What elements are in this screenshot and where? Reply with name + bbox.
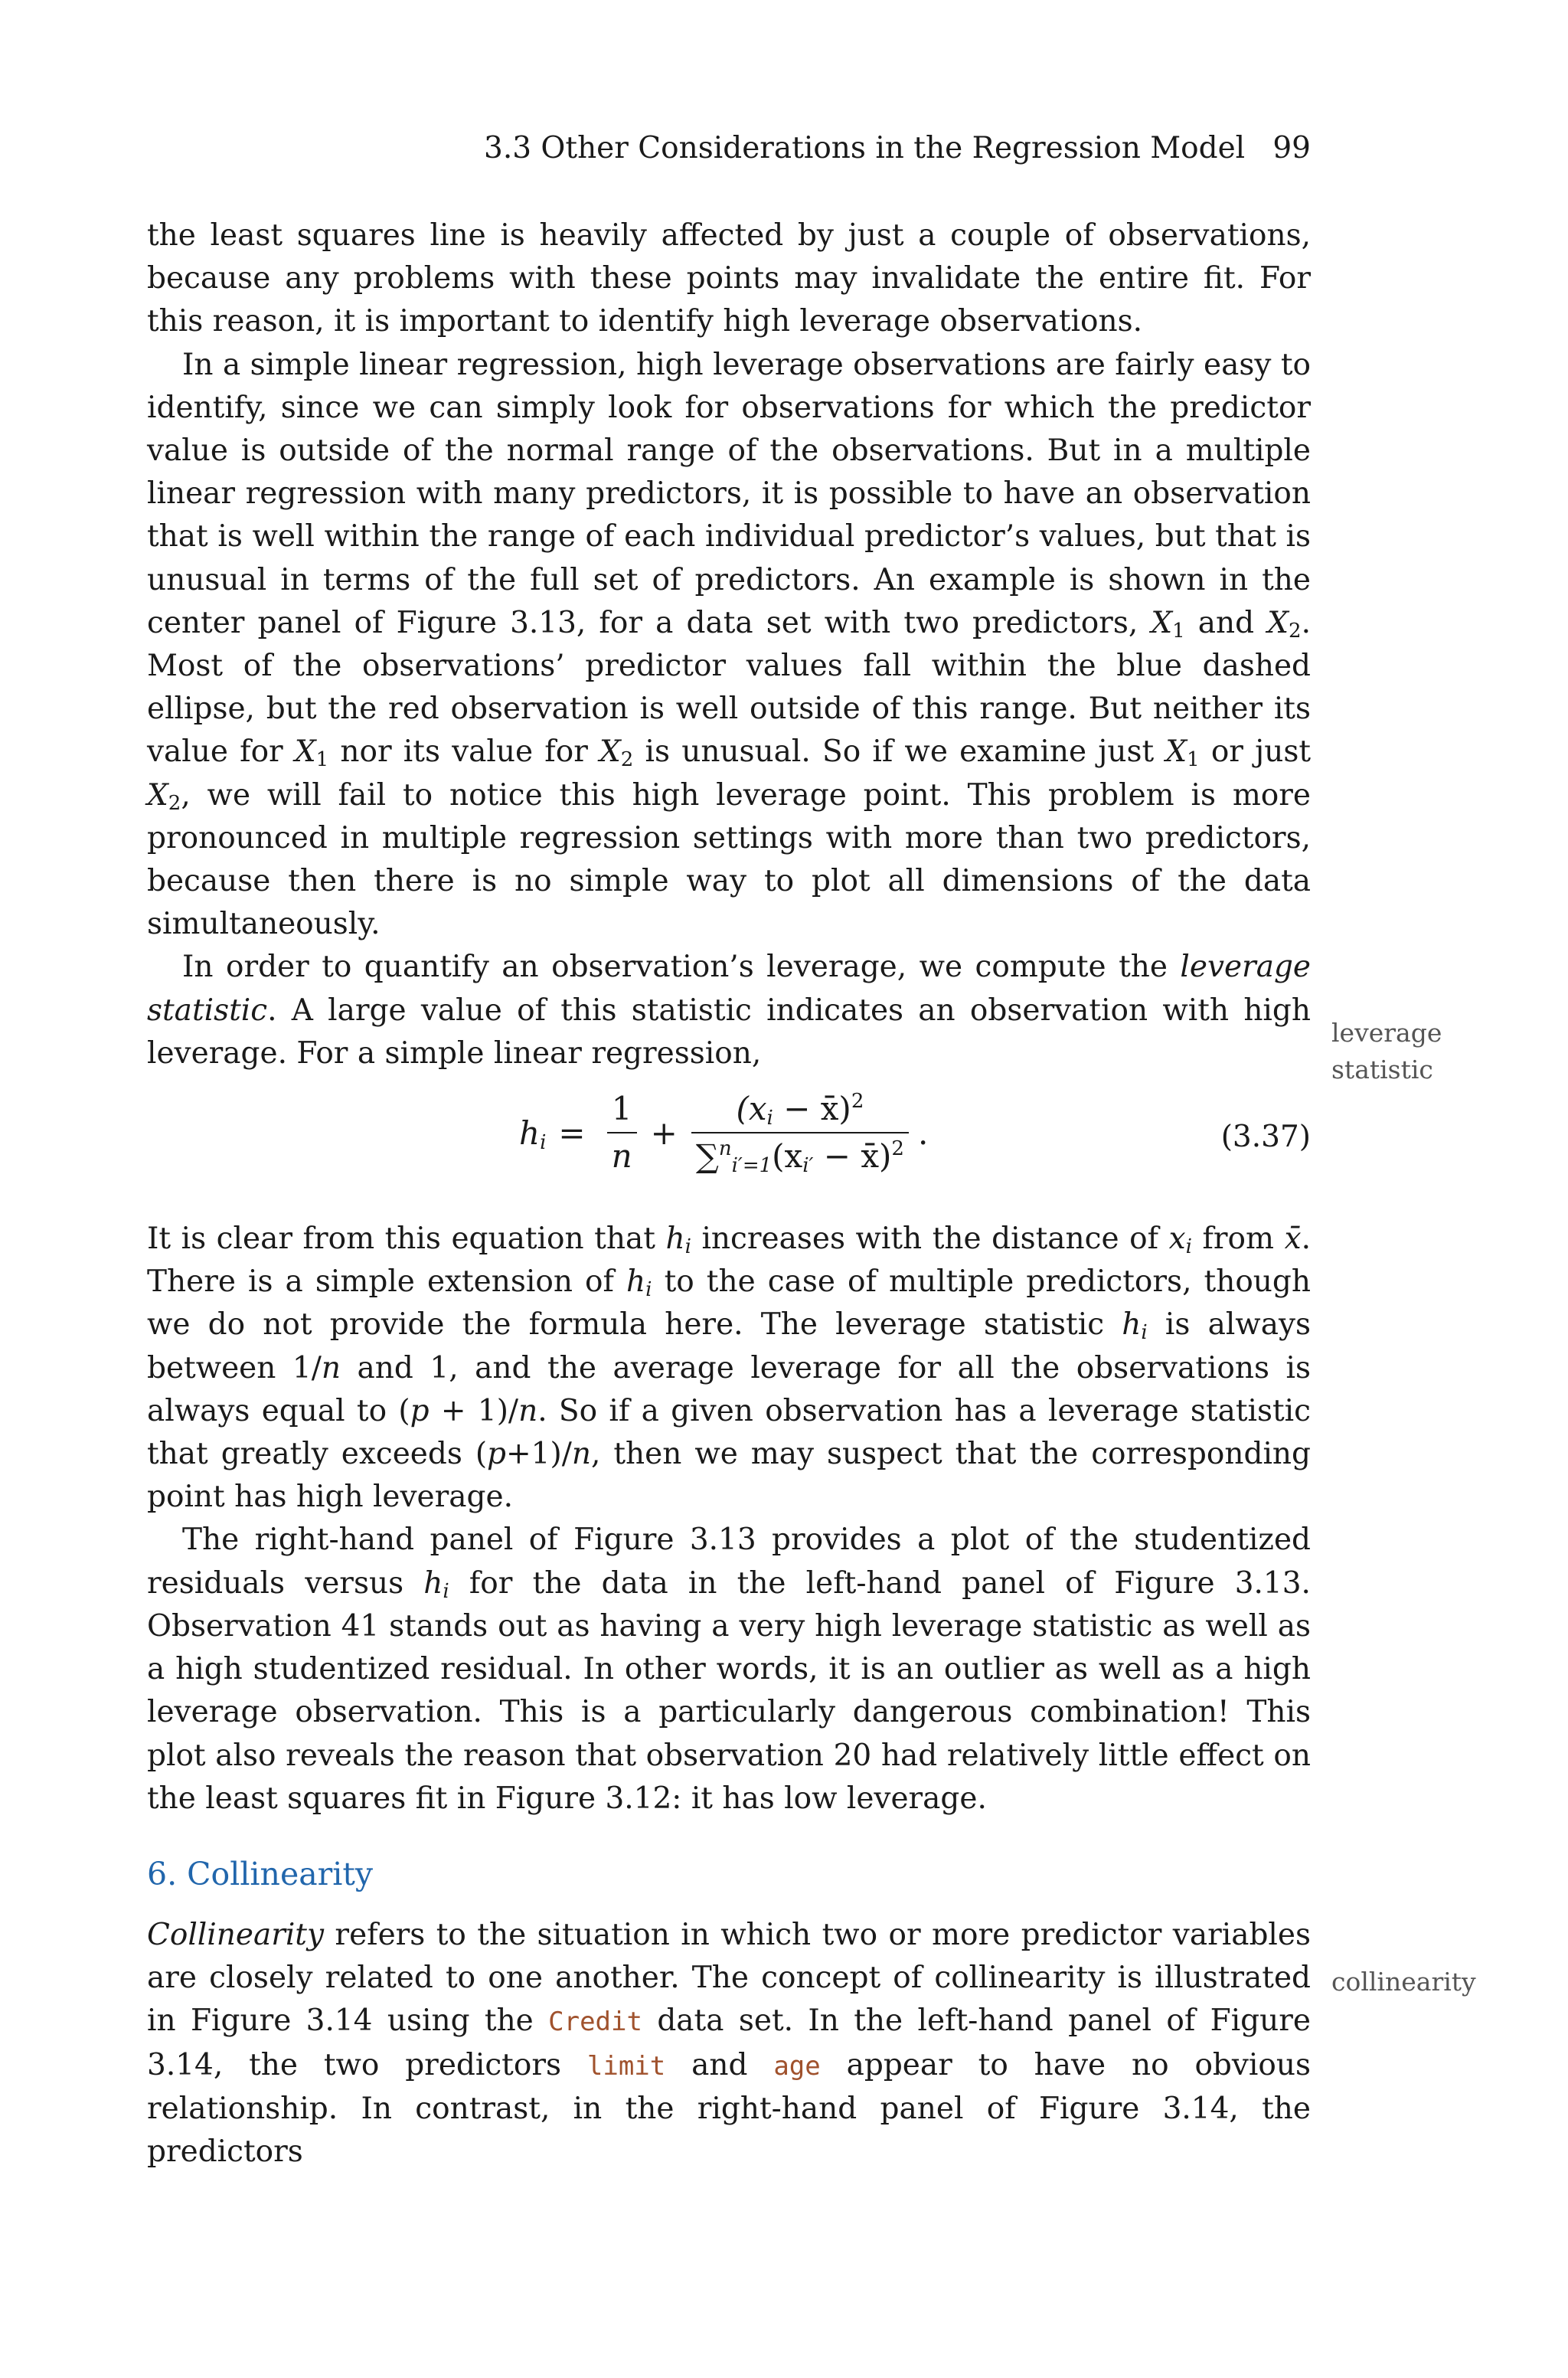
paragraph-1: the least squares line is heavily affected by just a couple of observations, because any problems with these points may invalidate the entire fit. For this reason, it is important to identify high leverage observations. [147,218,1311,339]
equation-body: $h_i$ = $\frac{1}{n}$ + $\frac{(x_i - x̄)^2}{\sum^n_{i'=1}(x_{i'} - x̄)^2}$ . [519,1090,929,1178]
page-number: 99 [1272,131,1311,165]
paragraph-5: The right-hand panel of Figure 3.13 provides a plot of the studentized residuals versus $h_i$ for the data in the left-hand panel of Figure 3.13. Observation 41 stands out as having a very high leverage statistic as well as a high studentized residual. In other words, it is an outlier as well as a high leverage observation. This is a particularly dangerous combination! This plot also reveals the reason that observation 20 had relatively little effect on the least squares fit in Figure 3.12: it has low leverage. [147,1523,1311,1816]
code-credit: Credit [548,2007,642,2038]
page-body [147,214,1311,2174]
margin-note-line: leverage [1331,1018,1442,1048]
running-head [484,127,1311,170]
equation-number: (3.37) [1220,1120,1311,1155]
margin-note-leverage-statistic [1331,1015,1442,1088]
paragraph-6: Collinearity refers to the situation in which two or more predictor variables are closely related to one another. The concept of collinearity is illustrated in Figure 3.14 using the Credit data set. In the left-hand panel of Figure 3.14, the two predictors limit and age appear to have no obvious relationship. In contrast, in the right-hand panel of Figure 3.14, the predictors [147,1917,1312,2169]
margin-note-collinearity: collinearity [1331,1967,1476,1997]
equation-3-37 [147,1080,1311,1210]
fraction-one-over-n: $\frac{1}{n}$ [607,1089,637,1176]
term-leverage-statistic: leverage statistic [147,950,1311,1028]
code-age: age [773,2050,821,2082]
paragraph-3: In order to quantify an observation’s leverage, we compute the leverage statistic. A large value of this statistic indicates an observation with high leverage. For a simple linear regression, [147,950,1311,1071]
code-limit: limit [586,2050,666,2082]
paragraph-4: It is clear from this equation that $h_i$ increases with the distance of $x_i$ from x̄. There is a simple extension of $h_i$ to the case of multiple predictors, though we do not provide the formula here. The leverage statistic $h_i$ is always between 1/n and 1, and the average leverage for all the observations is always equal to (p + 1)/n. So if a given observation has a leverage statistic that greatly exceeds (p+1)/n, then we may suspect that the corresponding point has high leverage. [147,1222,1312,1515]
fraction-leverage-term: $\frac{(x_i - x̄)^2}{\sum^n_{i'=1}(x_{i'} - x̄)^2}$ [691,1089,909,1176]
term-collinearity: Collinearity [147,1917,325,1952]
paragraph-2: In a simple linear regression, high leverage observations are fairly easy to identify, since we can simply look for observations for which the predictor value is outside of the normal range of the observations. But in a multiple linear regression with many predictors, it is possible to have an observation that is well within the range of each individual predictor’s values, but that is unusual in terms of the full set of predictors. An example is shown in the center panel of Figure 3.13, for a data set with two predictors, $X_1$ and $X_2$. Most of the observations’ predictor values fall within the blue dashed ellipse, but the red observation is well outside of this range. But neither its value for $X_1$ nor its value for $X_2$ is unusual. So if we examine just $X_1$ or just $X_2$, we will fail to notice this high leverage point. This problem is more pronounced in multiple regression settings with more than two predictors, because then there is no simple way to plot all dimensions of the data simultaneously. [147,347,1312,942]
running-title: 3.3 Other Considerations in the Regression Model [484,131,1246,165]
margin-note-line: statistic [1331,1055,1433,1084]
section-heading-collinearity: 6. Collinearity [147,1855,374,1892]
